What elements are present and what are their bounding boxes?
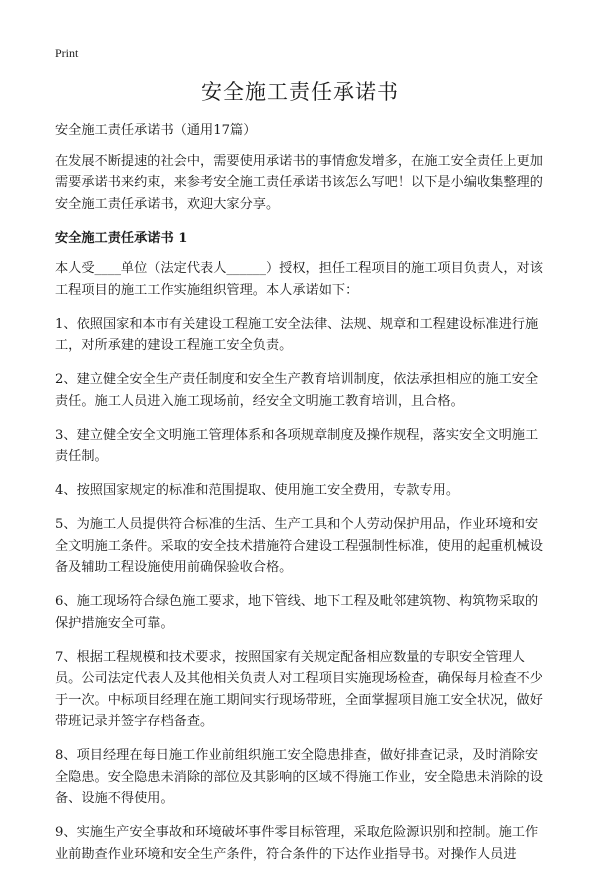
paragraph-item-1: 1、依照国家和本市有关建设工程施工安全法律、法规、规章和工程建设标准进行施工，对所承建的建设工程施工安全负责。 (55, 316, 539, 353)
paragraph-item-8: 8、项目经理在每日施工作业前组织施工安全隐患排查，做好排查记录，及时消除安全隐患。安全隐患未消除的部位及其影响的区域不得施工作业，安全隐患未消除的设备、设施不得使用。 (55, 748, 543, 806)
paragraph-item-9: 9、实施生产安全事故和环境破坏事件零目标管理，采取危险源识别和控制。施工作业前勘查作业环境和安全生产条件，符合条件的下达作业指导书。对操作人员进 (55, 825, 539, 862)
document-subtitle: 安全施工责任承诺书（通用17篇） (55, 123, 257, 138)
page-title: 安全施工责任承诺书 (201, 80, 399, 104)
paragraph-authorization: 本人受____单位（法定代表人______）授权，担任工程项目的施工项目负责人，对该工程项目的施工工作实施组织管理。本人承诺如下： (55, 261, 543, 298)
print-label: Print (55, 46, 79, 60)
paragraph-item-4: 4、按照国家规定的标准和范围提取、使用施工安全费用，专款专用。 (55, 483, 460, 498)
intro-paragraph: 在发展不断提速的社会中，需要使用承诺书的事情愈发增多，在施工安全责任上更加需要承诺书来约束，来参考安全施工责任承诺书该怎么写吧！以下是小编收集整理的安全施工责任承诺书，欢迎大家分享。 (55, 153, 543, 212)
paragraph-item-3: 3、建立健全安全文明施工管理体系和各项规章制度及操作规程，落实安全文明施工责任制。 (55, 427, 539, 464)
paragraph-item-2: 2、建立健全安全生产责任制度和安全生产教育培训制度，依法承担相应的施工安全责任。施工人员进入施工现场前，经安全文明施工教育培训，且合格。 (55, 372, 539, 409)
document-body (55, 120, 548, 878)
paragraph-item-5: 5、为施工人员提供符合标准的生活、生产工具和个人劳动保护用品，作业环境和安全文明施工条件。采取的安全技术措施符合建设工程强制性标准，使用的起重机械设备及辅助工程设施使用前确保验收合格。 (55, 517, 543, 575)
paragraph-item-6: 6、施工现场符合绿色施工要求，地下管线、地下工程及毗邻建筑物、构筑物采取的保护措施安全可靠。 (55, 594, 539, 631)
paragraph-item-7: 7、根据工程规模和技术要求，按照国家有关规定配备相应数量的专职安全管理人员。公司法定代表人及其他相关负责人对工程项目实施现场检查，确保每月检查不少于一次。中标项目经理在施工期间实行现场带班，全面掌握项目施工安全状况，做好带班记录并签字存档备查。 (55, 649, 543, 729)
section-heading: 安全施工责任承诺书 1 (55, 230, 188, 246)
